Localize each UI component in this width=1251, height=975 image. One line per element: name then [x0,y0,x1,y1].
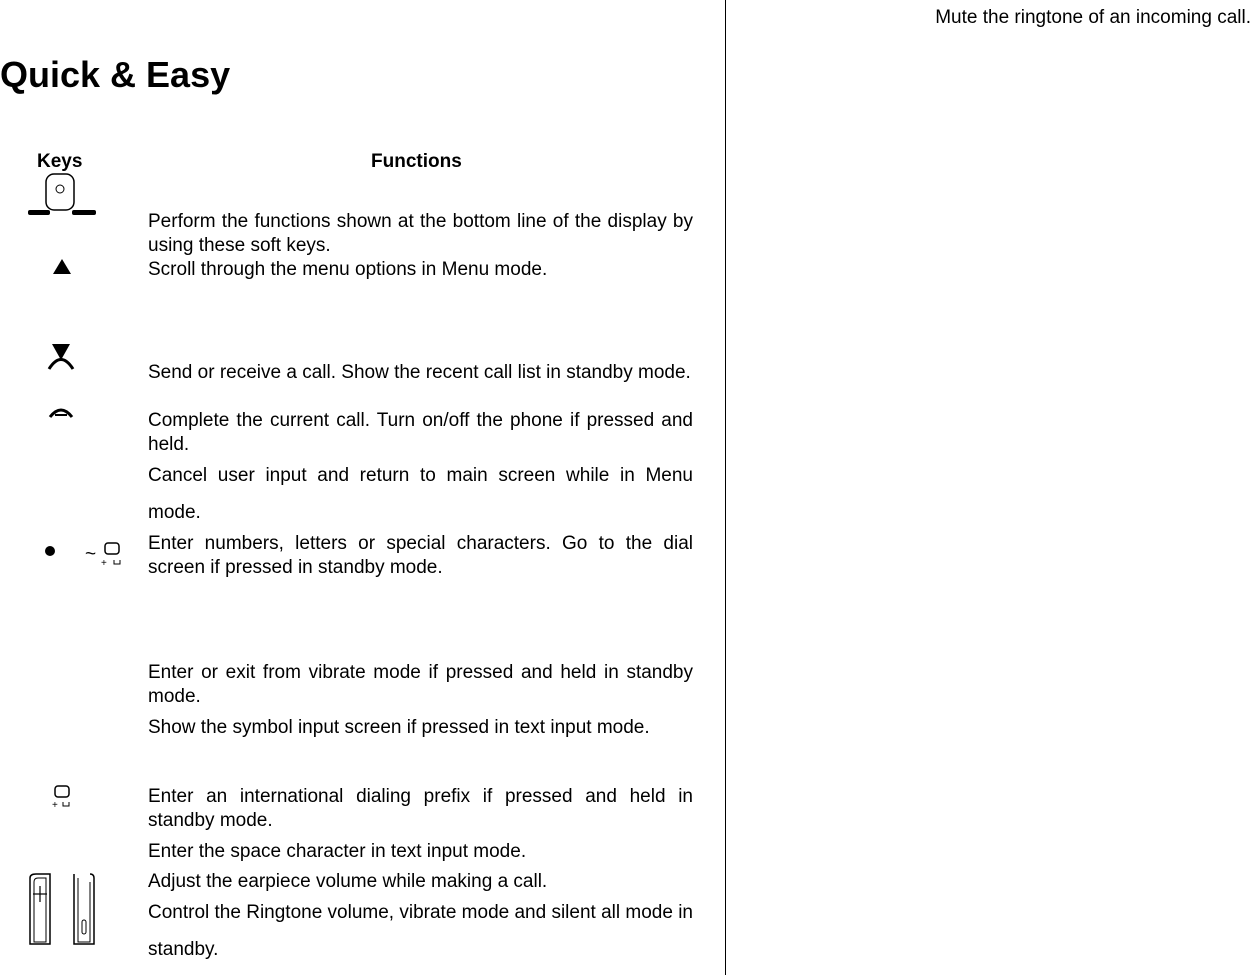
zero-key-icon [52,784,74,810]
functions-column-header: Functions [371,151,462,172]
function-desc-soft-keys: Perform the functions shown at the bottom line of the display by using these soft keys. [148,211,693,256]
soft-keys-icon [26,172,98,218]
function-desc-scroll: Scroll through the menu options in Menu mode. [148,259,548,280]
function-desc-symbol: Show the symbol input screen if pressed in text input mode. [148,717,650,738]
function-desc-space: Enter the space character in text input mode. [148,841,527,862]
function-desc-earpiece-volume: Adjust the earpiece volume while making a call. [148,871,548,892]
function-desc-intl-prefix: Enter an international dialing prefix if pressed and held in standby mode. [148,786,693,831]
column-divider [725,0,726,975]
volume-keys-icon [28,872,100,946]
svg-text:+: + [52,800,58,810]
mute-ringtone-note: Mute the ringtone of an incoming call. [935,7,1251,28]
scroll-up-icon [52,258,72,276]
page-title: Quick & Easy [0,54,231,95]
function-desc-vibrate: Enter or exit from vibrate mode if pressed and held in standby mode. [148,662,693,707]
function-desc-number-keys: Enter numbers, letters or special characters. Go to the dial screen if pressed in standby mode. [148,533,693,578]
number-keys-icon [42,540,126,568]
function-desc-ringtone-volume: Control the Ringtone volume, vibrate mode and silent all mode in standby. [148,902,693,960]
end-key-icon [47,407,75,419]
function-desc-end: Complete the current call. Turn on/off the phone if pressed and held. [148,410,693,455]
function-desc-cancel: Cancel user input and return to main screen while in Menu mode. [148,465,693,523]
send-key-icon [46,342,76,372]
keys-column-header: Keys [37,151,83,172]
function-desc-send: Send or receive a call. Show the recent call list in standby mode. [148,362,691,383]
tilde-label: ~ [85,544,97,565]
svg-text:+: + [101,558,107,568]
